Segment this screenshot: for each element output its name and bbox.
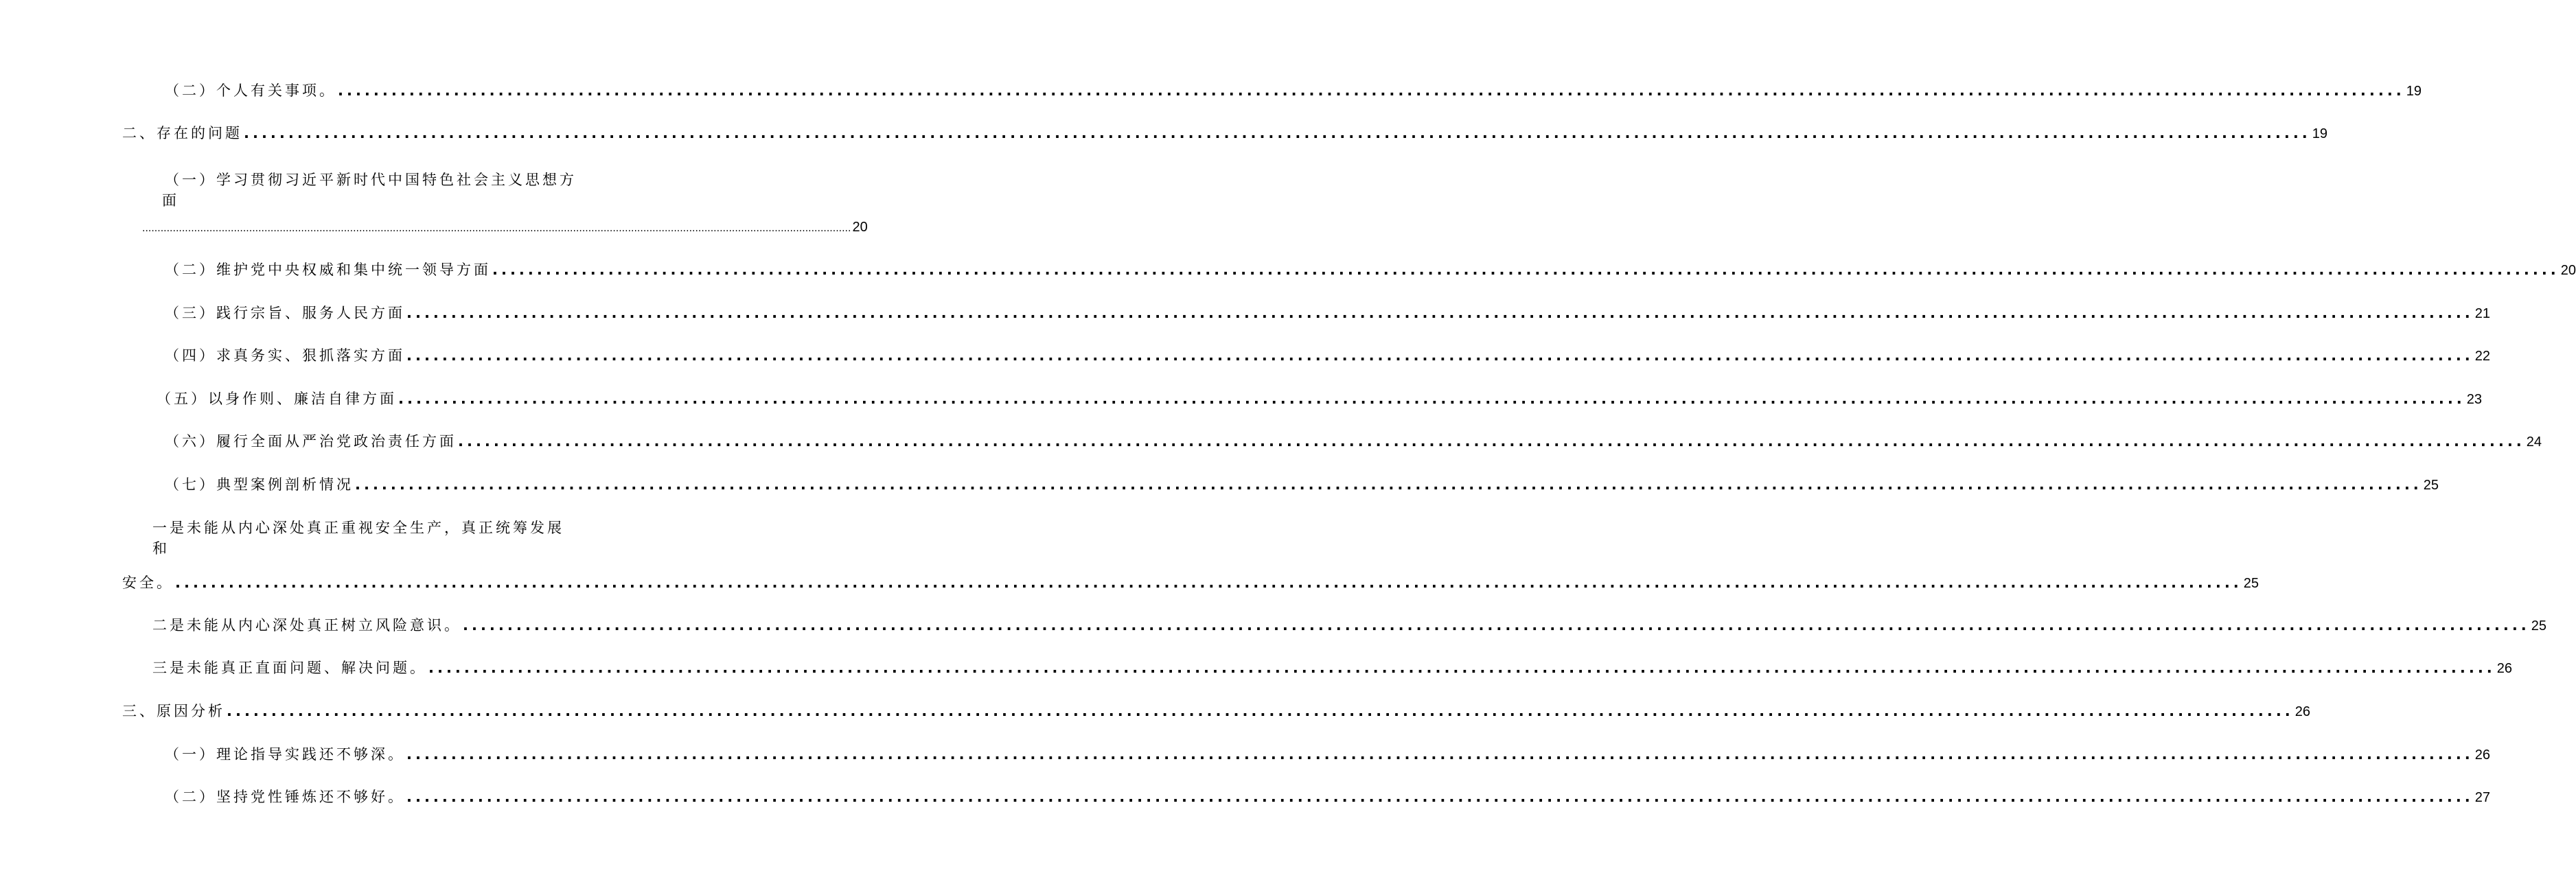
toc-page-number: 19 bbox=[2312, 126, 2328, 141]
toc-dot-leader: ........................................................................................................................................................................................................................................ bbox=[428, 660, 2496, 676]
toc-dot-leader: ........................................................................................................................................................................................................................................ bbox=[338, 82, 2405, 99]
toc-entry[interactable] bbox=[157, 388, 2483, 410]
toc-entry[interactable] bbox=[122, 572, 2259, 594]
toc-page-number: 26 bbox=[2496, 661, 2513, 676]
toc-entry-title: （四）求真务实、狠抓落实方面 bbox=[165, 347, 405, 364]
toc-entry[interactable] bbox=[165, 303, 2491, 324]
toc-dot-leader: ........................................................................................................................................................................................................................................ bbox=[406, 305, 2474, 321]
toc-dot-leader: ........................................................................................................................................................................................................................................ bbox=[142, 223, 851, 234]
toc-page-number: 26 bbox=[2474, 747, 2491, 763]
toc-entry-title-line[interactable]: 和 bbox=[152, 540, 170, 557]
toc-entry-title: （二）个人有关事项。 bbox=[165, 82, 336, 99]
toc-page-number: 19 bbox=[2406, 84, 2422, 99]
toc-entry[interactable] bbox=[122, 123, 2328, 144]
toc-entry-title: 二是未能从内心深处真正树立风险意识。 bbox=[152, 617, 461, 634]
toc-entry-title: （三）践行宗旨、服务人民方面 bbox=[165, 305, 405, 321]
toc-dot-leader: ........................................................................................................................................................................................................................................ bbox=[175, 575, 2242, 591]
toc-entry-title: （五）以身作则、廉洁自律方面 bbox=[157, 391, 397, 407]
toc-dot-leader: ........................................................................................................................................................................................................................................ bbox=[492, 262, 2560, 278]
toc-page-number: 27 bbox=[2474, 790, 2491, 805]
toc-entry[interactable] bbox=[165, 259, 2576, 281]
toc-page-number: 25 bbox=[2243, 576, 2259, 591]
toc-page-number: 23 bbox=[2466, 392, 2483, 407]
toc-entry[interactable] bbox=[122, 701, 2311, 722]
toc-dot-leader: ........................................................................................................................................................................................................................................ bbox=[355, 476, 2422, 493]
toc-entry-title: 三是未能真正直面问题、解决问题。 bbox=[152, 660, 427, 676]
toc-dot-leader: ........................................................................................................................................................................................................................................ bbox=[463, 617, 2530, 634]
toc-entry-title: （六）履行全面从严治党政治责任方面 bbox=[165, 433, 457, 450]
toc-page-number: 24 bbox=[2526, 434, 2542, 450]
toc-page-number: 21 bbox=[2474, 306, 2491, 321]
toc-dot-leader: ........................................................................................................................................................................................................................................ bbox=[406, 347, 2474, 364]
toc-entry[interactable] bbox=[165, 431, 2542, 452]
toc-entry[interactable] bbox=[165, 80, 2422, 102]
toc-entry-title: （二）维护党中央权威和集中统一领导方面 bbox=[165, 262, 491, 278]
toc-page-number: 26 bbox=[2295, 704, 2311, 719]
toc-page-number: 25 bbox=[2423, 478, 2439, 493]
toc-dot-leader: ........................................................................................................................................................................................................................................ bbox=[406, 789, 2474, 805]
toc-dot-leader: ........................................................................................................................................................................................................................................ bbox=[227, 703, 2294, 719]
toc-entry[interactable] bbox=[165, 474, 2439, 496]
toc-dot-leader: ........................................................................................................................................................................................................................................ bbox=[398, 391, 2465, 407]
toc-entry-leader-line[interactable] bbox=[141, 217, 868, 239]
toc-page-number: 22 bbox=[2474, 349, 2491, 364]
toc-entry-title-line[interactable]: 一是未能从内心深处真正重视安全生产，真正统筹发展 bbox=[152, 520, 564, 536]
toc-entry[interactable] bbox=[165, 744, 2491, 765]
toc-dot-leader: ........................................................................................................................................................................................................................................ bbox=[244, 125, 2311, 141]
toc-entry-title: 安全。 bbox=[122, 575, 174, 591]
toc-entry[interactable] bbox=[165, 345, 2491, 367]
toc-page-number: 25 bbox=[2531, 618, 2547, 634]
toc-entry-title: （二）坚持党性锤炼还不够好。 bbox=[165, 789, 405, 805]
toc-page-number: 20 bbox=[852, 220, 868, 235]
toc-entry-title: 二、存在的问题 bbox=[122, 125, 242, 141]
toc-entry-title: （一）理论指导实践还不够深。 bbox=[165, 746, 405, 763]
toc-entry-title: 三、原因分析 bbox=[122, 703, 225, 719]
toc-entry-title-line[interactable]: 面 bbox=[162, 192, 179, 209]
toc-entry[interactable] bbox=[165, 787, 2491, 808]
toc-dot-leader: ........................................................................................................................................................................................................................................ bbox=[406, 746, 2474, 763]
toc-page-number: 20 bbox=[2560, 263, 2576, 278]
toc-entry-title: （七）典型案例剖析情况 bbox=[165, 476, 354, 493]
toc-entry-title-line[interactable]: （一）学习贯彻习近平新时代中国特色社会主义思想方 bbox=[165, 172, 577, 188]
toc-dot-leader: ........................................................................................................................................................................................................................................ bbox=[458, 433, 2525, 450]
toc-entry[interactable] bbox=[152, 658, 2513, 679]
toc-entry[interactable] bbox=[152, 615, 2547, 636]
